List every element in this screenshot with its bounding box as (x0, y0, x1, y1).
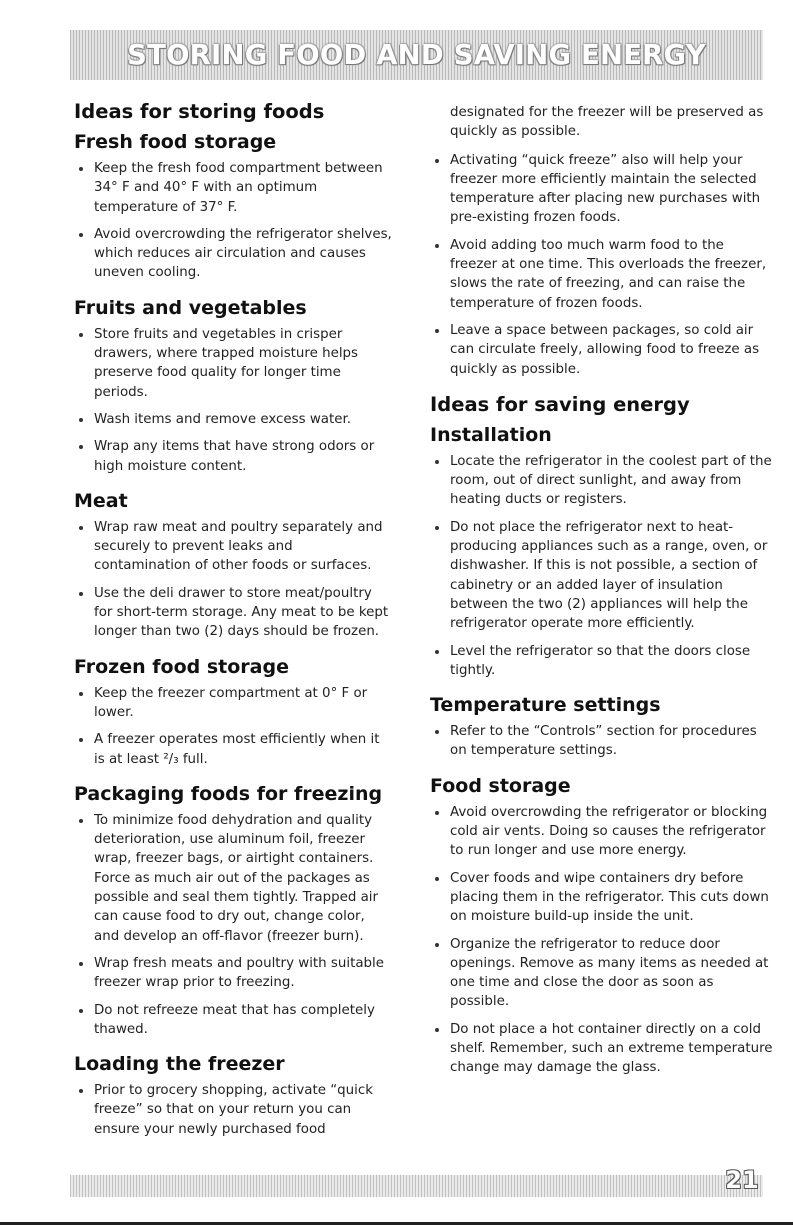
heading-fruits-vegetables: Fruits and vegetables (74, 296, 307, 319)
heading-temperature-settings: Temperature settings (430, 694, 661, 717)
list-item: Do not refreeze meat that has completely thawed. (74, 1001, 392, 1040)
list-frozen-food (74, 684, 392, 769)
list-item: Refer to the “Controls” section for procedures on temperature settings. (430, 722, 775, 761)
heading-packaging-foods: Packaging foods for freezing (74, 782, 383, 805)
heading-ideas-storing: Ideas for storing foods (74, 100, 325, 123)
right-column (430, 103, 775, 1092)
heading-ideas-saving-energy: Ideas for saving energy (430, 392, 690, 416)
list-item: Wrap any items that have strong odors or high moisture content. (74, 437, 392, 476)
list-item: Keep the fresh food compartment between 34° F and 40° F with an optimum temperature of 37° F. (74, 159, 392, 217)
list-item: Locate the refrigerator in the coolest part of the room, out of direct sunlight, and away from heating ducts or registers. (430, 452, 775, 510)
list-fruits-vegetables (74, 325, 392, 476)
list-installation (430, 452, 775, 680)
list-item: To minimize food dehydration and quality deterioration, use aluminum foil, freezer wrap, freezer bags, or airtight containers. Force as much air out of the packages as possible and seal them tightly. Trapped air can cause food to dry out, change color, and develop an off-flavor (freezer burn). (74, 811, 392, 946)
list-item: Use the deli drawer to store meat/poultry for short-term storage. Any meat to be kept longer than two (2) days should be frozen. (74, 584, 392, 642)
heading-food-storage: Food storage (430, 774, 571, 797)
list-temperature-settings (430, 722, 775, 761)
page-title: STORING FOOD AND SAVING ENERGY (127, 39, 706, 71)
list-food-storage (430, 803, 775, 1078)
list-item: A freezer operates most efficiently when it is at least ²/₃ full. (74, 730, 392, 769)
list-loading-freezer (74, 1081, 392, 1139)
list-item: Wrap fresh meats and poultry with suitable freezer wrap prior to freezing. (74, 954, 392, 993)
heading-frozen-food-storage: Frozen food storage (74, 655, 289, 678)
list-item: Wrap raw meat and poultry separately and securely to prevent leaks and contamination of other foods or surfaces. (74, 518, 392, 576)
heading-loading-freezer: Loading the freezer (74, 1053, 285, 1076)
list-item: Organize the refrigerator to reduce door openings. Remove as many items as needed at one time and close the door as soon as possible. (430, 935, 775, 1012)
list-item: Avoid adding too much warm food to the freezer at one time. This overloads the freezer, slows the rate of freezing, and can raise the temperature of frozen foods. (430, 236, 775, 313)
list-meat (74, 518, 392, 642)
list-fresh-food (74, 159, 392, 283)
loading-continued-text: designated for the freezer will be preserved as quickly as possible. (450, 105, 764, 140)
heading-meat: Meat (74, 489, 128, 512)
list-packaging (74, 811, 392, 1039)
list-loading-freezer-continued (430, 151, 775, 379)
list-item: Level the refrigerator so that the doors close tightly. (430, 642, 775, 681)
left-column (74, 100, 392, 1153)
title-banner (70, 30, 763, 80)
list-item: Cover foods and wipe containers dry before placing them in the refrigerator. This cuts down on moisture build-up inside the unit. (430, 869, 775, 927)
list-item: Activating “quick freeze” also will help your freezer more efficiently maintain the selected temperature after placing new purchases with pre-existing frozen foods. (430, 151, 775, 228)
list-item: Wash items and remove excess water. (74, 410, 392, 429)
list-item: Avoid overcrowding the refrigerator shelves, which reduces air circulation and causes uneven cooling. (74, 225, 392, 283)
heading-fresh-food-storage: Fresh food storage (74, 131, 277, 153)
footer-band (70, 1175, 763, 1197)
page-number: 21 (725, 1166, 759, 1194)
list-item: Prior to grocery shopping, activate “quick freeze” so that on your return you can ensure your newly purchased food (74, 1081, 392, 1139)
list-item: Do not place a hot container directly on a cold shelf. Remember, such an extreme temperature change may damage the glass. (430, 1020, 775, 1078)
list-item: Leave a space between packages, so cold air can circulate freely, allowing food to freeze as quickly as possible. (430, 321, 775, 379)
list-item: Do not place the refrigerator next to heat-producing appliances such as a range, oven, or dishwasher. If this is not possible, a section of cabinetry or an added layer of insulation between the two (2) appliances will help the refrigerator operate more efficiently. (430, 518, 775, 634)
list-item: Store fruits and vegetables in crisper drawers, where trapped moisture helps preserve food quality for longer time periods. (74, 325, 392, 402)
list-item: Avoid overcrowding the refrigerator or blocking cold air vents. Doing so causes the refrigerator to run longer and use more energy. (430, 803, 775, 861)
heading-installation: Installation (430, 423, 552, 446)
list-item: Keep the freezer compartment at 0° F or lower. (74, 684, 392, 723)
